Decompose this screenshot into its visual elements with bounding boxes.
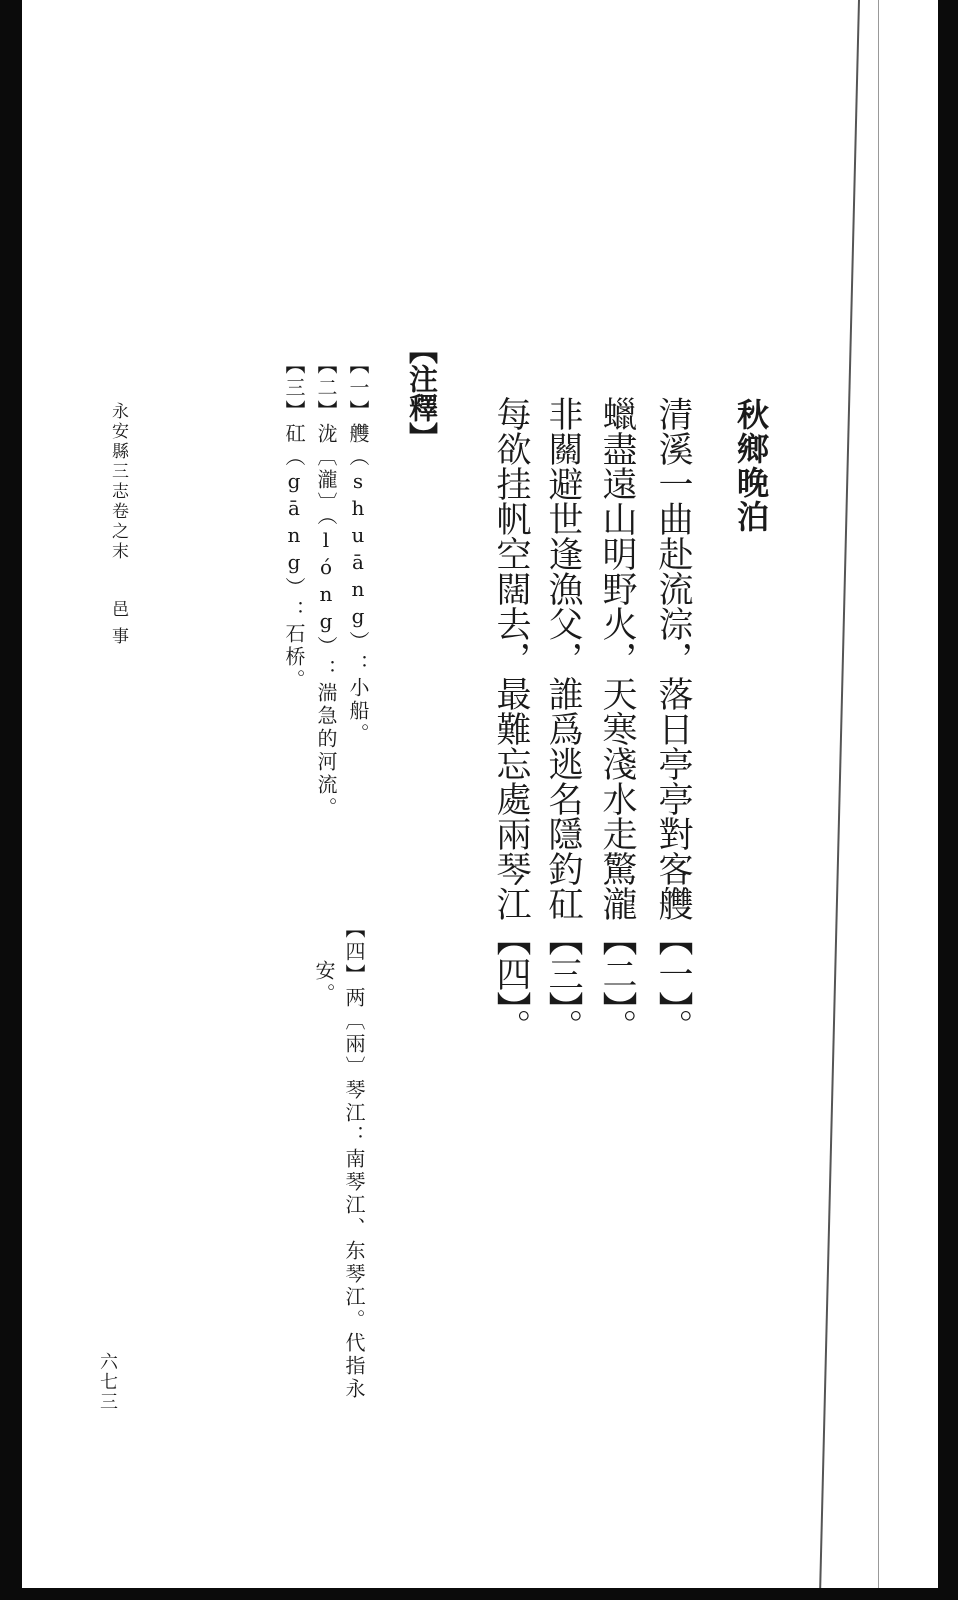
poem-line: 蠟盡遠山明野火，天寒淺水走驚瀧【二】。 — [597, 396, 637, 1044]
page-edge-line — [819, 0, 860, 1588]
notes-heading: 【注釋】 — [405, 335, 439, 451]
poem-line: 清溪一曲赴流淙，落日亭亭對客艭【一】。 — [653, 396, 693, 1044]
poem-line: 非關避世逢漁父，誰爲逃名隱釣矼【三】。 — [543, 396, 583, 1044]
note-item: 【一】艭（shuāng）：小船。 — [346, 354, 370, 746]
page-edge-line-outer — [878, 0, 879, 1588]
running-footer-book-title: 永安縣三志卷之末 — [108, 402, 128, 562]
note-item-continuation: 安。 — [312, 960, 336, 1006]
note-item: 【四】两〔兩〕琴江：南琴江、东琴江。代指永 — [342, 918, 366, 1401]
page-number: 六七三 — [97, 1352, 118, 1412]
scan-border-bottom — [0, 1588, 958, 1600]
scan-border-right — [938, 0, 958, 1600]
note-item: 【二】泷〔瀧〕（lóng）：湍急的河流。 — [314, 354, 338, 820]
scan-border-left — [0, 0, 22, 1600]
note-item: 【三】矼（gāng）：石桥。 — [282, 354, 306, 692]
poem-title: 秋鄉晚泊 — [732, 398, 770, 534]
poem-line: 每欲挂帆空闊去，最難忘處兩琴江【四】。 — [491, 396, 531, 1044]
running-footer-section: 邑事 — [108, 600, 128, 654]
